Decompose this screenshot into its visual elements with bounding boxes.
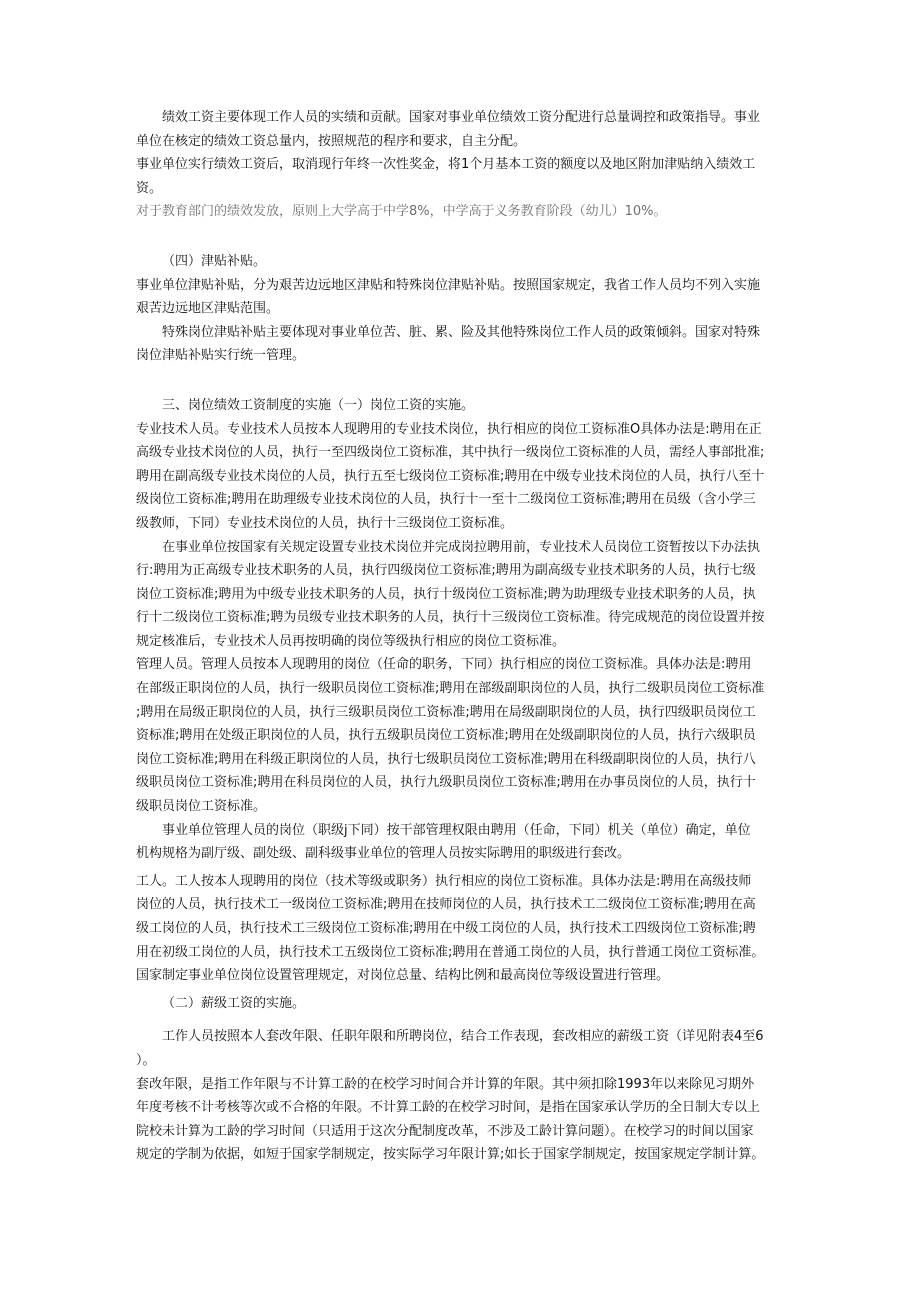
paragraph-bonus-cancel [136,153,786,200]
paragraph-performance-pay [136,106,786,153]
paragraph-education-ratio [136,200,786,224]
paragraph-management-staff [136,653,786,818]
text-line: 年度考核不计考核等次或不合格的年限。不计算工龄的在校学习时间，是指在国家承认学历的全日制大专以上 [136,1100,761,1116]
text-line: 岗位工资标准;聘用在科级正职岗位的人员，执行七级职员岗位工资标准;聘用在科级副职岗位的人员，执行八 [136,751,756,767]
text-line: 规定核准后，专业技术人员再按明确的岗位等级执行相应的岗位工资标准。 [136,633,566,649]
text-line: 单位在核定的绩效工资总量内，按照规范的程序和要求，自主分配。 [136,133,527,149]
paragraph-professional-staff [136,418,786,536]
text-line: 级工岗位的人员，执行技术工三级岗位工资标准;聘用在中级工岗位的人员，执行技术工四级岗位工资标准;聘 [136,921,756,936]
text-line: 规定的学制为依据，如短于国家学制规定，按实际学习年限计算;如长于国家学制规定，按国家规定学制计算。 [136,1147,765,1163]
text-line: 级岗位工资标准;聘用在助理级专业技术岗位的人员，执行十一至十二级岗位工资标准;聘用在员级（含小学三 [136,492,756,508]
text-line: 在部级正职岗位的人员，执行一级职员岗位工资标准;聘用在部级副职岗位的人员，执行二级职员岗位工资标准 [136,681,765,697]
text-line: 聘用在副高级专业技术岗位的人员，执行五至七级岗位工资标准;聘用在中级专业技术岗位的人员，执行八至十 [136,468,765,484]
paragraph-interim-professional [136,536,786,654]
text-line: 级职员岗位工资标准;聘用在科员岗位的人员，执行九级职员岗位工资标准;聘用在办事员岗位的人员，执行十 [136,775,756,791]
paragraph-workers [136,870,786,988]
heading-allowances [136,250,786,274]
text-line: ;聘用在局级正职岗位的人员，执行三级职员岗位工资标准;聘用在局级副职岗位的人员，执行四级职员岗位工 [136,704,756,720]
text-line: 机构规格为副厅级、副处级、副科级事业单位的管理人员按实际聘用的职级进行套改。 [136,846,631,862]
document-body [136,106,786,1167]
heading-salary-grade [136,992,786,1016]
text-line: 绩效工资主要体现工作人员的实绩和贡献。国家对事业单位绩效工资分配进行总量调控和政策指导。事业 [162,110,761,125]
text-line: 艰苦边远地区津贴范围。 [136,301,280,317]
text-line: 行十二级岗位工资标准;聘为员级专业技术职务的人员，执行十三级岗位工资标准。待完成规范的岗位设置并按 [136,610,765,626]
paragraph-salary-grade-rule [136,1025,786,1072]
text-line: 国家制定事业单位岗位设置管理规定，对岗位总量、结构比例和最高岗位等级设置进行管理。 [136,968,670,984]
text-line: 行:聘用为正高级专业技术职务的人员，执行四级岗位工资标准;聘用为副高级专业技术职务的人员，执行七级 [136,563,756,579]
text-line: 资标准;聘用在处级正职岗位的人员，执行五级职员岗位工资标准;聘用在处级副职岗位的人员，执行六级职员 [136,728,756,744]
paragraph-management-rank [136,819,786,866]
text-line: 事业单位实行绩效工资后，取消现行年终一次性奖金，将1个月基本工资的额度以及地区附加津贴纳入绩效工 [136,157,756,173]
text-line: 级教师，下同）专业技术岗位的人员，执行十三级岗位工资标准。 [136,515,514,531]
text-line: 资。 [136,180,163,196]
text-line: （四）津贴补贴。 [162,253,267,269]
text-line: 岗位的人员，执行技术工一级岗位工资标准;聘用在技师岗位的人员，执行技术工二级岗位工资标准;聘用在高 [136,897,756,913]
text-line: 专业技术人员。专业技术人员按本人现聘用的专业技术岗位，执行相应的岗位工资标准O具体办法是:聘用在正 [136,421,762,437]
text-line: 岗位工资标准;聘用为中级专业技术职务的人员，执行十级岗位工资标准;聘为助理级专业技术职务的人员，执 [136,586,756,602]
text-line: 工人。工人按本人现聘用的岗位（技术等级或职务）执行相应的岗位工资标准。具体办法是:聘用在高级技师 [136,873,752,889]
text-line: 管理人员。管理人员按本人现聘用的岗位（任命的职务，下同）执行相应的岗位工资标准。具体办法是:聘用 [136,657,752,673]
text-line: 级职员岗位工资标准。 [136,799,267,815]
text-line: 三、岗位绩效工资制度的实施（一）岗位工资的实施。 [162,397,475,413]
paragraph-conversion-years [136,1073,786,1167]
heading-implementation [136,394,786,418]
text-line: 高级专业技术岗位的人员，执行一至四级岗位工资标准，其中执行一级岗位工资标准的人员，需经人事部批准; [136,445,765,461]
text-line: 特殊岗位津贴补贴主要体现对事业单位苦、脏、累、险及其他特殊岗位工作人员的政策倾斜。国家对特殊 [162,324,761,340]
text-line: ）。 [136,1052,156,1068]
text-line: 套改年限，是指工作年限与不计算工龄的在校学习时间合并计算的年限。其中须扣除1993年以来除见习期外 [136,1076,755,1092]
text-line: 院校未计算为工龄的学习时间（只适用于这次分配制度改革，不涉及工龄计算问题）。在校学习的时间以国家 [136,1123,754,1139]
text-line: 岗位津贴补贴实行统一管理。 [136,348,306,364]
text-line: （二）薪级工资的实施。 [162,995,306,1011]
text-line: 事业单位津贴补贴，分为艰苦边远地区津贴和特殊岗位津贴补贴。按照国家规定，我省工作人员均不列入实施 [136,277,761,293]
text-line: 事业单位管理人员的岗位（职级j下同）按干部管理权限由聘用（任命，下同）机关（单位）确定，单位 [162,822,751,838]
text-line: 用在初级工岗位的人员，执行技术工五级岗位工资标准;聘用在普通工岗位的人员，执行普通工岗位工资标准。 [136,944,765,960]
text-line: 在事业单位按国家有关规定设置专业技术岗位并完成岗拉聘用前，专业技术人员岗位工资暂按以下办法执 [162,539,761,555]
text-line: 对于教育部门的绩效发放，原则上大学高于中学8%，中学高于义务教育阶段（幼儿）10%。 [136,204,667,220]
text-line: 工作人员按照本人套改年限、任职年限和所聘岗位，结合工作表现，套改相应的薪级工资（详见附表4至6 [162,1029,764,1045]
paragraph-special-post-allowance [136,321,786,368]
paragraph-remote-allowance [136,274,786,321]
